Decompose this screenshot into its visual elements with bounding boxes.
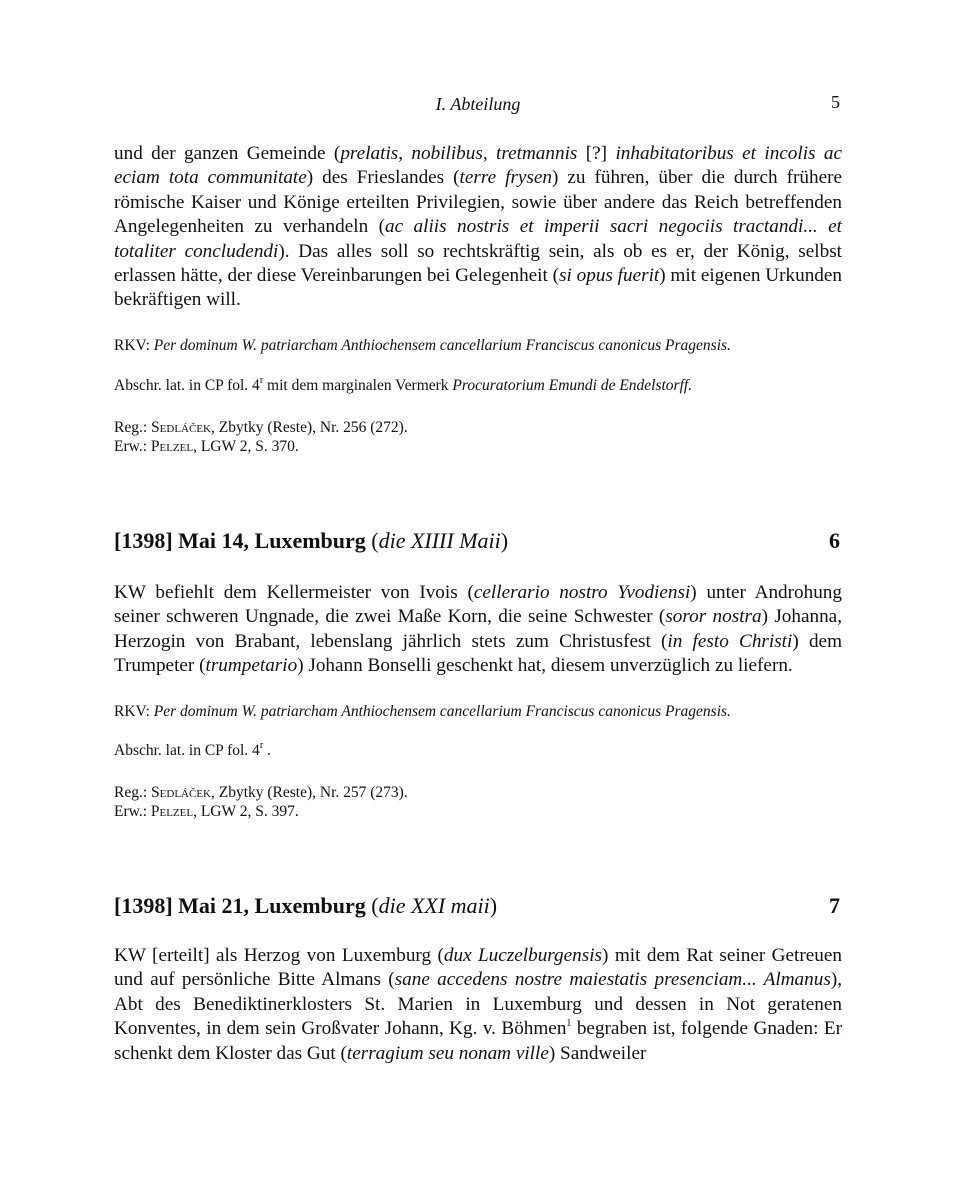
paren: ( [371, 893, 379, 918]
rkv-text: Per dominum W. patriarcham Anthiochensem cancellarium Franciscus canonicus Pragensis. [153, 337, 731, 354]
intro-section [114, 142, 842, 313]
entry-number: 7 [829, 893, 840, 918]
entry-7-paragraph [114, 944, 842, 1066]
abschr-text: . [263, 742, 271, 759]
latin-quote: soror nostra [665, 606, 762, 628]
latin-quote: terragium seu nonam ville [346, 1042, 549, 1064]
erw-author: Pelzel [150, 802, 194, 820]
entry-7-heading [114, 893, 842, 923]
entry-6-heading [114, 528, 842, 558]
entry-6-rkv-note [114, 703, 842, 722]
abschr-text: mit dem marginalen Vermerk [263, 377, 453, 394]
intro-rkv-note [114, 337, 842, 356]
reg-label: Reg.: [114, 784, 152, 801]
intro-references [114, 419, 842, 456]
entry-latin-date: die XIIII Maii [378, 528, 501, 553]
text-run: ) mit eigenen Urkunden bekräftigen will. [114, 265, 843, 311]
abschr-text: Abschr. lat. in CP fol. 4 [114, 377, 260, 394]
latin-quote: prelatis, nobilibus, tretmannis [340, 143, 578, 164]
text-run: ) Johanna, Herzogin von Brabant, lebenslang jährlich stets zum Christusfest ( [114, 606, 842, 652]
text-run: ) zu führen, über die durch frühere römische Kaiser und Könige erteilten Privilegien, sowie über andere das Reich betreffenden Angelegenheiten zu verhandeln ( [114, 167, 842, 238]
text-run: ), Abt des Benediktinerklosters St. Marien in Luxemburg und dessen in Not geratenen Konventes, in dem sein Großvater Johann, Kg. v. Böhmen [114, 969, 842, 1040]
entry-latin-date: die XXI maii [378, 893, 490, 918]
reg-author: Sedláček [151, 784, 211, 801]
text-run: ). Das alles soll so rechtskräftig sein, als ob es er, der König, selbst erlassen hätte, der diese Vereinbarungen bei Gelegenheit ( [114, 240, 842, 287]
folio-sup: r [259, 374, 264, 386]
reg-label: Reg.: [114, 419, 152, 436]
text-run: ) dem Trumpeter ( [114, 630, 842, 677]
latin-quote: si opus fuerit [559, 265, 660, 287]
text-run: KW [erteilt] als Herzog von Luxemburg ( [114, 945, 444, 966]
rkv-label: RKV: [114, 703, 154, 720]
erw-text: , LGW 2, S. 397. [193, 802, 299, 820]
paren: ) [489, 893, 498, 918]
text-run: und der ganzen Gemeinde ( [114, 143, 341, 164]
latin-quote: terre frysen [459, 167, 553, 189]
entry-date-place: [1398] Mai 21, Luxemburg [114, 893, 372, 918]
reg-text: , Zbytky (Reste), Nr. 256 (272). [210, 419, 408, 436]
erw-author: Pelzel [150, 437, 194, 455]
rkv-text: Per dominum W. patriarcham Anthiochensem cancellarium Franciscus canonicus Pragensis. [153, 703, 731, 720]
text-run: ) Johann Bonselli geschenkt hat, diesem unverzüglich zu liefern. [297, 655, 793, 677]
entry-7-body [114, 944, 842, 1066]
latin-quote: ac aliis nostris et imperii sacri negociis tractandi... et totaliter concludendi [114, 216, 842, 262]
erw-label: Erw.: [114, 802, 151, 820]
entry-date-place: [1398] Mai 14, Luxemburg [114, 528, 372, 553]
rkv-label: RKV: [114, 337, 154, 354]
page-number: 5 [831, 92, 840, 112]
abschr-text: Abschr. lat. in CP fol. 4 [114, 742, 260, 759]
entry-number: 6 [829, 528, 840, 553]
marginal-note: Procuratorium Emundi de Endelstorff. [452, 377, 693, 394]
paren: ( [371, 528, 379, 553]
text-run: [?] [577, 143, 616, 164]
entry-6-abschr-note [114, 739, 842, 761]
running-head-title: I. Abteilung [435, 94, 521, 114]
reg-text: , Zbytky (Reste), Nr. 257 (273). [210, 784, 408, 801]
intro-abschr-note [114, 374, 842, 396]
text-run: ) unter Androhung seiner schweren Ungnade, die zwei Maße Korn, die seine Schwester ( [114, 582, 842, 628]
text-run: KW befiehlt dem Kellermeister von Ivois ( [114, 582, 474, 603]
latin-quote: sane accedens nostre maiestatis presenciam... Almanus [394, 969, 831, 991]
text-run: ) mit dem Rat seiner Getreuen und auf persönliche Bitte Almans ( [114, 945, 842, 991]
intro-paragraph [114, 142, 842, 313]
reg-author: Sedláček [151, 419, 211, 436]
latin-quote: trumpetario [205, 655, 298, 677]
entry-6-paragraph [114, 581, 842, 679]
footnote-marker: 1 [566, 1017, 572, 1029]
latin-quote: cellerario nostro Yvodiensi [473, 582, 691, 603]
text-run: begraben ist, folgende Gnaden: Er schenkt dem Kloster das Gut ( [114, 1018, 842, 1064]
paren: ) [500, 528, 509, 553]
latin-quote: dux Luczelburgensis [443, 945, 603, 966]
erw-text: , LGW 2, S. 370. [193, 437, 299, 455]
text-run: ) des Frieslandes ( [306, 167, 460, 189]
latin-quote: inhabitatoribus et incolis ac eciam tota communitate [114, 143, 843, 189]
entry-6-body [114, 581, 842, 679]
text-run: ) Sandweiler [548, 1042, 647, 1064]
folio-sup: r [259, 739, 264, 751]
latin-quote: in festo Christi [667, 630, 793, 652]
erw-label: Erw.: [114, 437, 151, 455]
running-head [114, 94, 842, 118]
entry-6-references [114, 784, 842, 821]
